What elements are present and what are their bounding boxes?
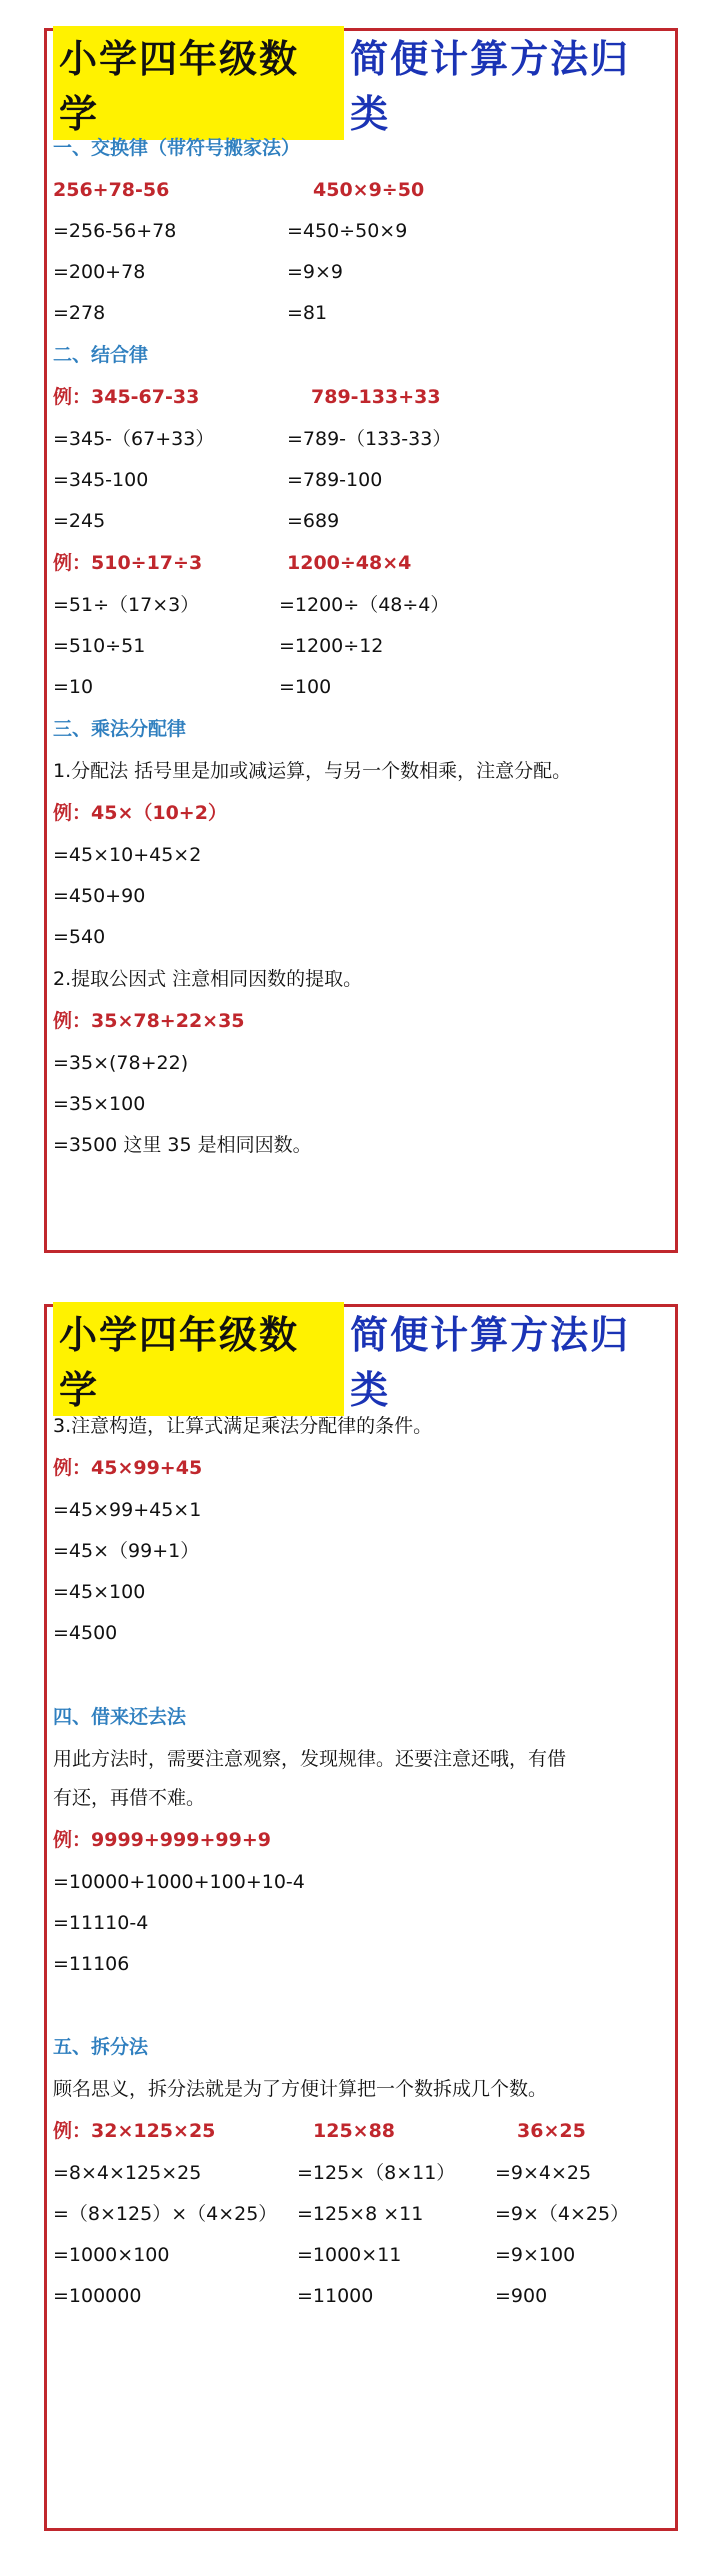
- step: =9×100: [495, 2244, 576, 2266]
- description: 用此方法时，需要注意观察，发现规律。还要注意还哦，有借: [53, 1748, 567, 1770]
- example: 例：45×99+45: [53, 1457, 203, 1479]
- step: =125×（8×11）: [297, 2162, 456, 2184]
- step: =345-（67+33）: [53, 428, 215, 450]
- step: =45×99+45×1: [53, 1499, 202, 1521]
- description: 顾名思义，拆分法就是为了方便计算把一个数拆成几个数。: [53, 2078, 548, 2100]
- step: =125×8 ×11: [297, 2203, 424, 2225]
- step: =1200÷12: [279, 635, 384, 657]
- example-a: 256+78-56: [53, 179, 170, 201]
- step: =200+78: [53, 261, 146, 283]
- section-heading-distributive: 三、乘法分配律: [53, 718, 187, 740]
- step: =10: [53, 676, 94, 698]
- example-a: 例：510÷17÷3: [53, 552, 203, 574]
- section-heading-borrow-return: 四、借来还去法: [53, 1706, 187, 1728]
- item-text: 2.提取公因式 注意相同因数的提取。: [53, 968, 363, 990]
- page-card-1: [44, 28, 678, 1253]
- step: =8×4×125×25: [53, 2162, 202, 2184]
- step: =9×9: [287, 261, 344, 283]
- page-card-2: [44, 1304, 678, 2531]
- step: =11000: [297, 2285, 374, 2307]
- step: =256-56+78: [53, 220, 177, 242]
- step: =1200÷（48÷4）: [279, 594, 450, 616]
- step: =10000+1000+100+10-4: [53, 1871, 305, 1893]
- example: 例：35×78+22×35: [53, 1010, 245, 1032]
- step: =100: [279, 676, 332, 698]
- section-heading-commutative: 一、交换律（带符号搬家法）: [53, 137, 301, 159]
- step: =（8×125）×（4×25）: [53, 2203, 278, 2225]
- step: =9×4×25: [495, 2162, 592, 2184]
- step: =510÷51: [53, 635, 146, 657]
- step: =789-（133-33）: [287, 428, 452, 450]
- step: =450+90: [53, 885, 146, 907]
- step: =45×（99+1）: [53, 1540, 200, 1562]
- step: =35×100: [53, 1093, 146, 1115]
- example-a: 例：32×125×25: [53, 2120, 216, 2142]
- section-heading-split: 五、拆分法: [53, 2036, 149, 2058]
- step: =81: [287, 302, 328, 324]
- step: =45×10+45×2: [53, 844, 202, 866]
- step: =11106: [53, 1953, 130, 1975]
- step: =51÷（17×3）: [53, 594, 200, 616]
- step: =1000×11: [297, 2244, 402, 2266]
- item-text: 3.注意构造，让算式满足乘法分配律的条件。: [53, 1415, 433, 1437]
- step: =11110-4: [53, 1912, 149, 1934]
- example: 例：45×（10+2）: [53, 802, 227, 824]
- example-a: 例：345-67-33: [53, 386, 200, 408]
- step: =1000×100: [53, 2244, 170, 2266]
- step: =4500: [53, 1622, 118, 1644]
- title-highlight: 小学四年级数学: [53, 26, 344, 140]
- step: =245: [53, 510, 106, 532]
- step: =450÷50×9: [287, 220, 408, 242]
- item-text: 1.分配法 括号里是加或减运算，与另一个数相乘，注意分配。: [53, 760, 572, 782]
- title-rest: 简便计算方法归类: [350, 1312, 631, 1412]
- step: =3500 这里 35 是相同因数。: [53, 1134, 312, 1156]
- example-b: 450×9÷50: [313, 179, 425, 201]
- description: 有还，再借不难。: [53, 1787, 206, 1809]
- step: =345-100: [53, 469, 149, 491]
- title-rest: 简便计算方法归类: [350, 36, 631, 136]
- example-c: 36×25: [517, 2120, 586, 2142]
- step: =689: [287, 510, 340, 532]
- example-b: 1200÷48×4: [287, 552, 412, 574]
- page-title: [53, 1312, 669, 1412]
- section-heading-associative: 二、结合律: [53, 344, 149, 366]
- step: =540: [53, 926, 106, 948]
- step: =9×（4×25）: [495, 2203, 630, 2225]
- page-title: [53, 36, 669, 136]
- title-highlight: 小学四年级数学: [53, 1302, 344, 1416]
- step: =278: [53, 302, 106, 324]
- step: =100000: [53, 2285, 142, 2307]
- example-b: 789-133+33: [311, 386, 441, 408]
- step: =45×100: [53, 1581, 146, 1603]
- step: =35×(78+22): [53, 1052, 189, 1074]
- step: =789-100: [287, 469, 383, 491]
- step: =900: [495, 2285, 548, 2307]
- example-b: 125×88: [313, 2120, 396, 2142]
- example: 例：9999+999+99+9: [53, 1829, 271, 1851]
